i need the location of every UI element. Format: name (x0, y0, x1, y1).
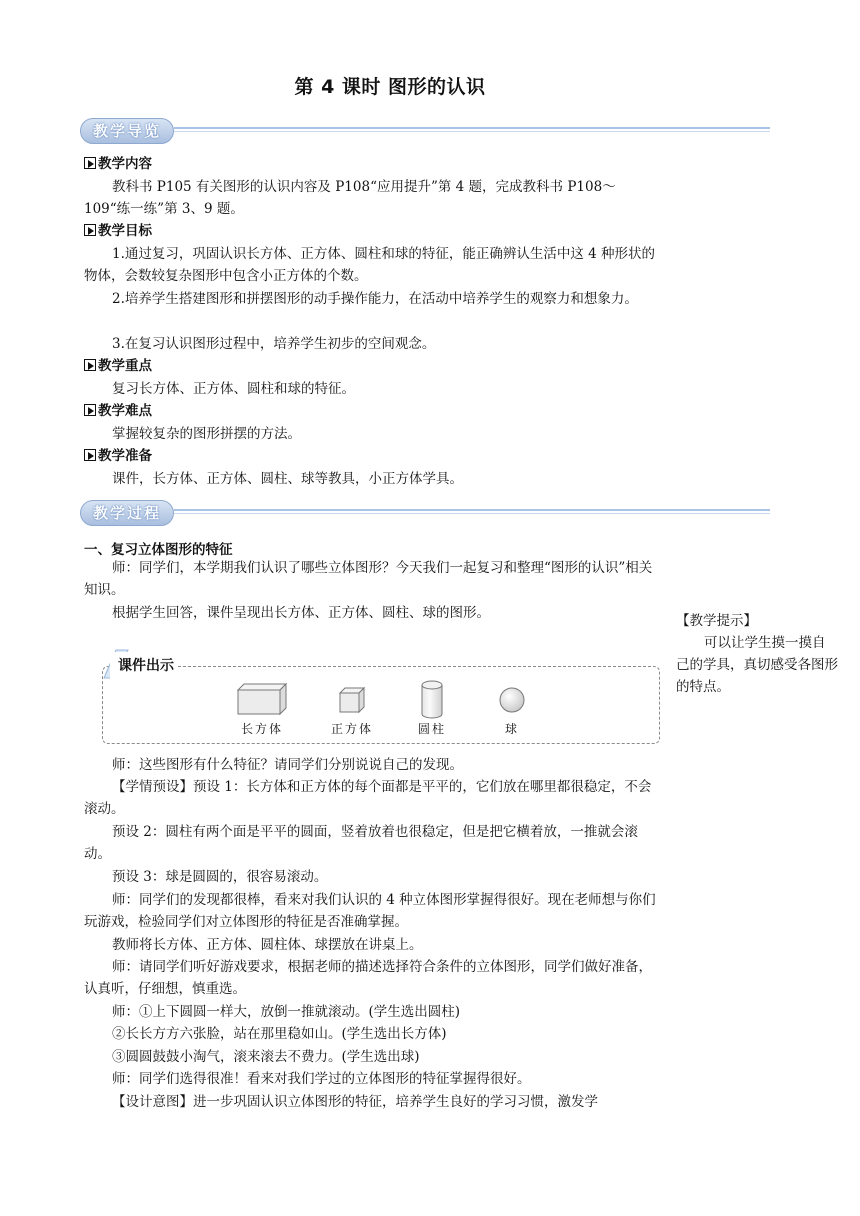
paragraph: 师：同学们选得很准！看来对我们学过的立体图形的特征掌握得很好。 (112, 1071, 531, 1087)
prep-text: 课件，长方体、正方体、圆柱、球等教具，小正方体学具。 (112, 471, 463, 487)
paragraph: 根据学生回答，课件呈现出长方体、正方体、圆柱、球的图形。 (112, 605, 490, 621)
shape-label-cuboid: 长方体 (240, 722, 283, 736)
paragraph: 师：同学们，本学期我们认识了哪些立体图形？今天我们一起复习和整理“图形的认识”相关知识。 (84, 560, 653, 598)
teaching-tip-text: 可以让学生摸一摸自己的学具，真切感受各图形的特点。 (676, 635, 838, 695)
courseware-label: 课件出示 (110, 652, 178, 680)
teaching-tip (676, 610, 838, 698)
content-text: 教科书 P105 有关图形的认识内容及 P108“应用提升”第 4 题，完成教科书 P108～109“练一练”第 3、9 题。 (84, 179, 616, 217)
paragraph: 师：这些图形有什么特征？请同学们分别说说自己的发现。 (112, 757, 463, 773)
cylinder-icon (420, 680, 444, 720)
shape-label-cylinder: 圆柱 (417, 722, 446, 736)
goals-heading: 教学目标 (84, 221, 152, 241)
play-icon (84, 404, 96, 416)
paragraph: 【设计意图】进一步巩固认识立体图形的特征，培养学生良好的学习习惯，激发学 (112, 1094, 598, 1110)
play-icon (84, 224, 96, 236)
paragraph: ③圆圆鼓鼓小淘气，滚来滚去不费力。(学生选出球) (112, 1049, 420, 1065)
teaching-tip-heading: 【教学提示】 (676, 613, 757, 629)
sphere-icon (498, 686, 526, 714)
shape-label-cube: 正方体 (330, 722, 373, 736)
paragraph: 教师将长方体、正方体、圆柱体、球摆放在讲桌上。 (112, 937, 423, 953)
key-text: 复习长方体、正方体、圆柱和球的特征。 (112, 381, 355, 397)
paragraph: 预设 3：球是圆圆的，很容易滚动。 (112, 869, 328, 885)
cube-icon (338, 686, 366, 714)
key-heading: 教学重点 (84, 356, 152, 376)
goal-item: 1.通过复习，巩固认识长方体、正方体、圆柱和球的特征，能正确辨认生活中这 4 种形状的物体，会数较复杂图形中包含小正方体的个数。 (84, 246, 656, 284)
play-icon (84, 359, 96, 371)
page-title: 第 4 课时 图形的认识 (294, 76, 486, 98)
shape-label-sphere: 球 (504, 722, 519, 736)
paragraph: 预设 2：圆柱有两个面是平平的圆面，竖着放着也很稳定，但是把它横着放，一推就会滚动。 (84, 824, 638, 862)
difficult-heading: 教学难点 (84, 401, 152, 421)
goal-item: 2.培养学生搭建图形和拼摆图形的动手操作能力，在活动中培养学生的观察力和想象力。 (112, 291, 638, 307)
goal-item: 3.在复习认识图形过程中，培养学生初步的空间观念。 (112, 336, 436, 352)
paragraph: 师：请同学们听好游戏要求，根据老师的描述选择符合条件的立体图形，同学们做好准备，认真听，仔细想，慎重选。 (84, 959, 652, 997)
cuboid-icon (236, 682, 288, 716)
paragraph: ②长长方方六张脸，站在那里稳如山。(学生选出长方体) (112, 1026, 447, 1042)
section1-heading: 一、复习立体图形的特征 (84, 542, 233, 558)
banner-process-label: 教学过程 (80, 500, 174, 526)
paragraph: 师：①上下圆圆一样大，放倒一推就滚动。(学生选出圆柱) (112, 1004, 461, 1020)
difficult-text: 掌握较复杂的图形拼摆的方法。 (112, 426, 301, 442)
play-icon (84, 157, 96, 169)
paragraph: 师：同学们的发现都很棒，看来对我们认识的 4 种立体图形掌握得很好。现在老师想与你们玩游戏，检验同学们对立体图形的特征是否准确掌握。 (84, 892, 656, 930)
content-heading: 教学内容 (84, 154, 152, 174)
prep-heading: 教学准备 (84, 446, 152, 466)
play-icon (84, 449, 96, 461)
banner-guide-label: 教学导览 (80, 118, 174, 144)
paragraph: 【学情预设】预设 1：长方体和正方体的每个面都是平平的，它们放在哪里都很稳定，不会滚动。 (84, 779, 652, 817)
